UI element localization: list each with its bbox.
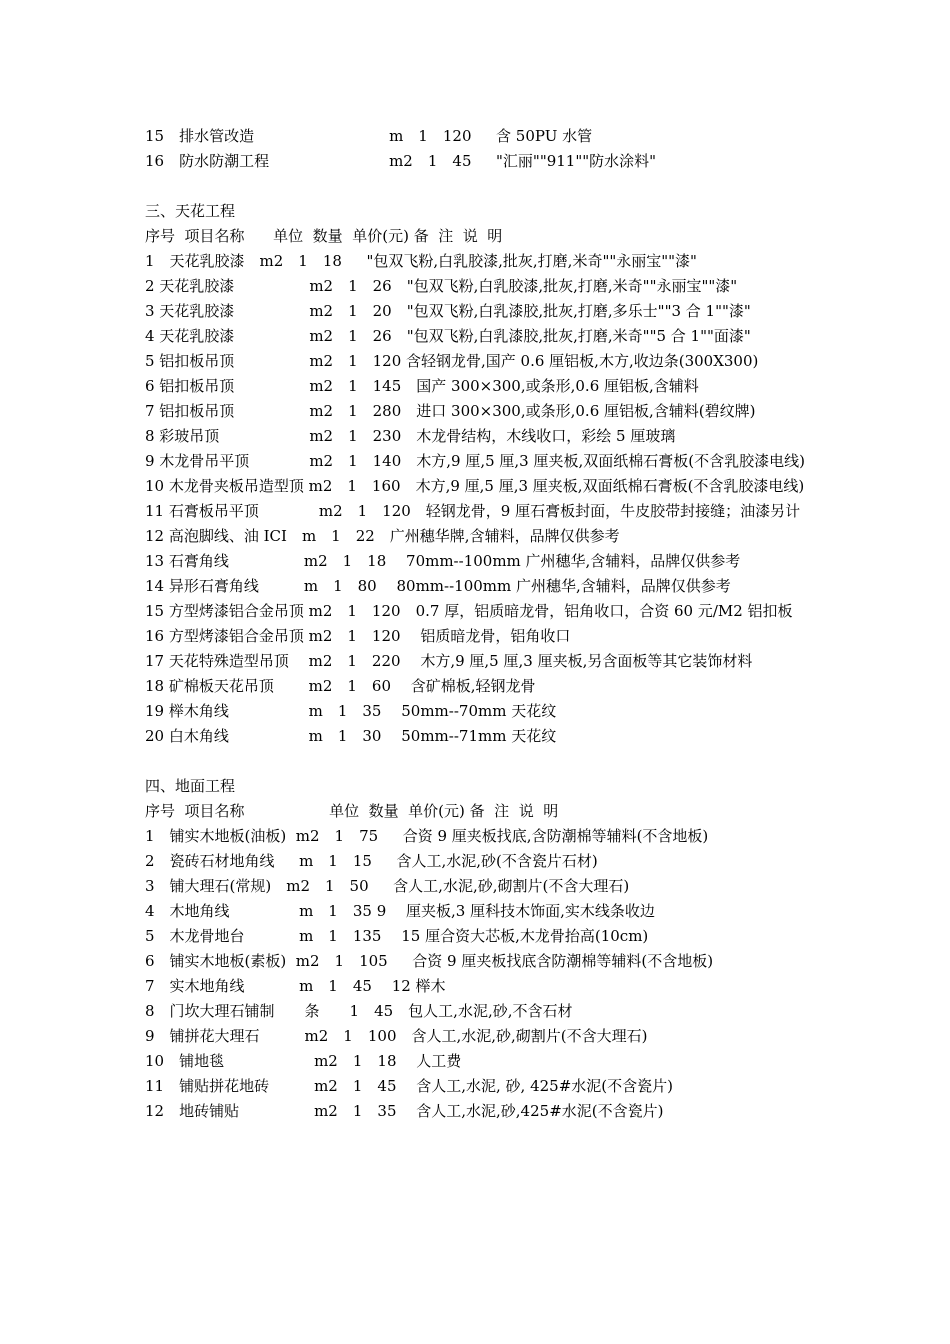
table-row: 6 铺实木地板(素板) m2 1 105 合资 9 厘夹板找底含防潮棉等辅料(不含地板): [145, 952, 714, 970]
table-row: 8 彩玻吊顶 m2 1 230 木龙骨结构，木线收口，彩绘 5 厘玻璃: [145, 427, 676, 445]
table-row: 11 铺贴拼花地砖 m2 1 45 含人工,水泥, 砂, 425#水泥(不含瓷片): [145, 1077, 673, 1095]
table-row: 5 木龙骨地台 m 1 135 15 厘合资大芯板,木龙骨抬高(10cm): [145, 927, 649, 945]
table-header: 序号 项目名称 单位 数量 单价(元) 备 注 说 明: [145, 802, 559, 820]
text-line: 15 排水管改造 m 1 120 含 50PU 水管: [145, 127, 593, 145]
table-row: 19 榉木角线 m 1 35 50mm--70mm 天花纹: [145, 702, 557, 720]
table-row: 12 高泡脚线、油 ICI m 1 22 广州穗华牌,含辅料，品牌仅供参考: [145, 527, 620, 545]
table-row: 1 天花乳胶漆 m2 1 18 "包双飞粉,白乳胶漆,批灰,打磨,米奇""永丽宝""漆": [145, 252, 697, 270]
table-row: 3 天花乳胶漆 m2 1 20 "包双飞粉,白乳漆胶,批灰,打磨,多乐士""3 合 1""漆": [145, 302, 751, 320]
table-row: 2 天花乳胶漆 m2 1 26 "包双飞粉,白乳胶漆,批灰,打磨,米奇""永丽宝""漆": [145, 277, 738, 295]
table-row: 3 铺大理石(常规) m2 1 50 含人工,水泥,砂,砌割片(不含大理石): [145, 877, 630, 895]
table-row: 13 石膏角线 m2 1 18 70mm--100mm 广州穗华,含辅料，品牌仅供参考: [145, 552, 741, 570]
section-heading-ceiling: 三、天花工程: [145, 202, 236, 220]
table-row: 11 石膏板吊平顶 m2 1 120 轻钢龙骨，9 厘石膏板封面，牛皮胶带封接缝；油漆另计: [145, 502, 801, 520]
table-header: 序号 项目名称 单位 数量 单价(元) 备 注 说 明: [145, 227, 503, 245]
table-row: 14 异形石膏角线 m 1 80 80mm--100mm 广州穗华,含辅料，品牌仅供参考: [145, 577, 731, 595]
table-row: 18 矿棉板天花吊顶 m2 1 60 含矿棉板,轻钢龙骨: [145, 677, 536, 695]
table-row: 9 铺拼花大理石 m2 1 100 含人工,水泥,砂,砌割片(不含大理石): [145, 1027, 648, 1045]
table-row: 7 铝扣板吊顶 m2 1 280 进口 300×300,或条形,0.6 厘铝板,含辅料(碧纹牌): [145, 402, 756, 420]
table-row: 4 天花乳胶漆 m2 1 26 "包双飞粉,白乳漆胶,批灰,打磨,米奇""5 合 1""面漆": [145, 327, 751, 345]
table-row: 7 实木地角线 m 1 45 12 榉木: [145, 977, 446, 995]
table-row: 6 铝扣板吊顶 m2 1 145 国产 300×300,或条形,0.6 厘铝板,含辅料: [145, 377, 699, 395]
table-row: 5 铝扣板吊顶 m2 1 120 含轻钢龙骨,国产 0.6 厘铝板,木方,收边条(300X300): [145, 352, 759, 370]
text-line: 16 防水防潮工程 m2 1 45 "汇丽""911""防水涂料": [145, 152, 657, 170]
table-row: 12 地砖铺贴 m2 1 35 含人工,水泥,砂,425#水泥(不含瓷片): [145, 1102, 664, 1120]
document-body: [145, 124, 807, 1124]
table-row: 1 铺实木地板(油板) m2 1 75 合资 9 厘夹板找底,含防潮棉等辅料(不含地板): [145, 827, 709, 845]
table-row: 10 木龙骨夹板吊造型顶 m2 1 160 木方,9 厘,5 厘,3 厘夹板,双面纸棉石膏板(不含乳胶漆电线): [145, 477, 805, 495]
section-heading-floor: 四、地面工程: [145, 777, 236, 795]
table-row: 4 木地角线 m 1 35 9 厘夹板,3 厘科技木饰面,实木线条收边: [145, 902, 655, 920]
table-row: 8 门坎大理石铺制 条 1 45 包人工,水泥,砂,不含石材: [145, 1002, 573, 1020]
table-row: 9 木龙骨吊平顶 m2 1 140 木方,9 厘,5 厘,3 厘夹板,双面纸棉石膏板(不含乳胶漆电线): [145, 452, 805, 470]
table-row: 16 方型烤漆铝合金吊顶 m2 1 120 铝质暗龙骨，铝角收口: [145, 627, 571, 645]
table-row: 20 白木角线 m 1 30 50mm--71mm 天花纹: [145, 727, 557, 745]
table-row: 10 铺地毯 m2 1 18 人工费: [145, 1052, 462, 1070]
table-row: 2 瓷砖石材地角线 m 1 15 含人工,水泥,砂(不含瓷片石材): [145, 852, 598, 870]
blank-line: [145, 174, 807, 199]
table-row: 15 方型烤漆铝合金吊顶 m2 1 120 0.7 厚，铝质暗龙骨，铝角收口，合资 60 元/M2 铝扣板: [145, 602, 793, 620]
table-row: 17 天花特殊造型吊顶 m2 1 220 木方,9 厘,5 厘,3 厘夹板,另含面板等其它装饰材料: [145, 652, 753, 670]
blank-line: [145, 749, 807, 774]
